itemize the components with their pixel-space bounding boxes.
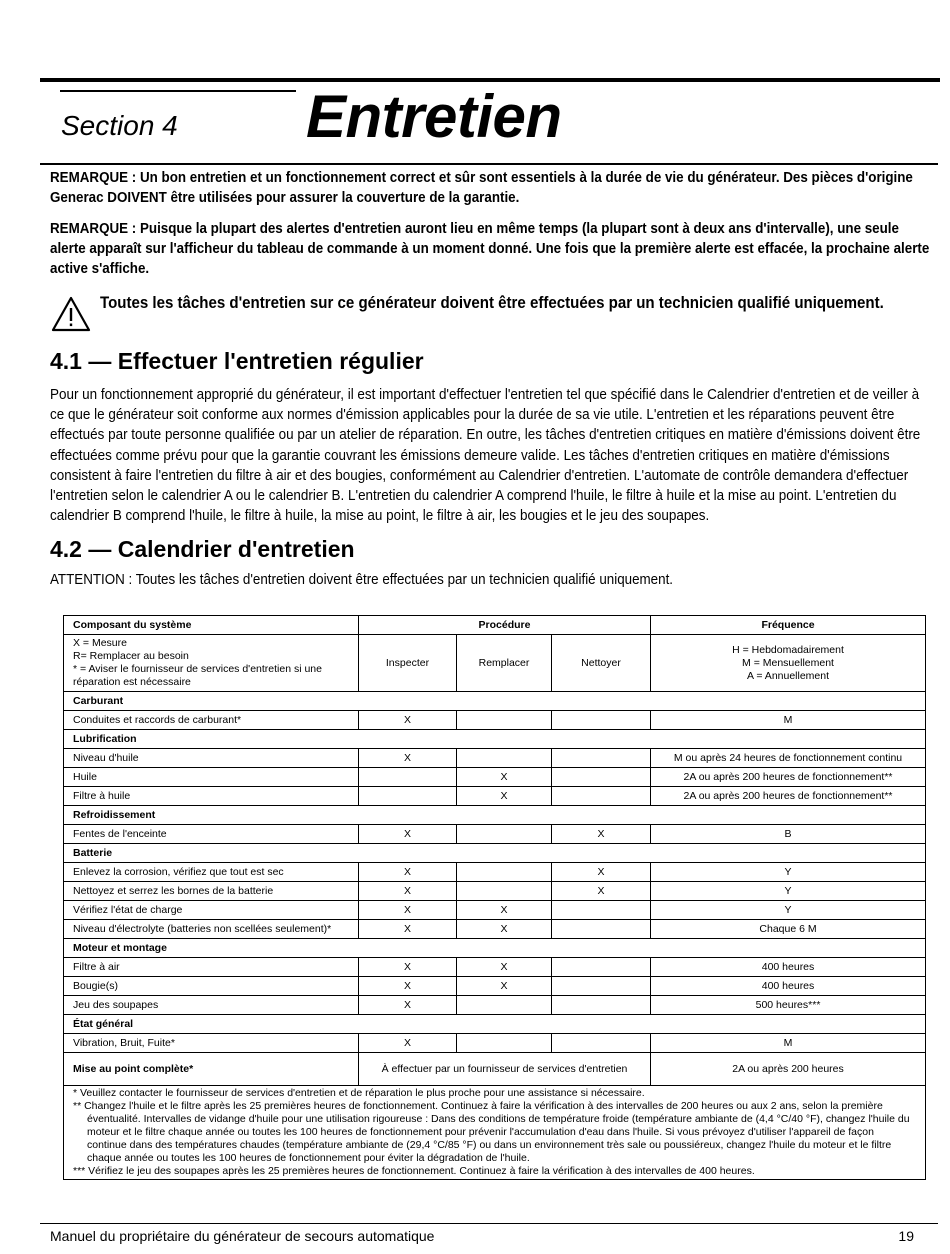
row-inspect: X bbox=[359, 749, 457, 768]
group-label: Refroidissement bbox=[64, 806, 926, 825]
table-group-row bbox=[64, 692, 926, 711]
table-row bbox=[64, 996, 926, 1015]
row-inspect: X bbox=[359, 958, 457, 977]
group-label: Carburant bbox=[64, 692, 926, 711]
row-label: Fentes de l'enceinte bbox=[64, 825, 359, 844]
section-4-1-body: Pour un fonctionnement approprié du générateur, il est important d'effectuer l'entretien tel que spécifié dans le Calendrier d'entretien et de veiller à ce que le générateur soit conforme aux normes d'émission applicables pour la durée de sa vie utile. L'entretien et les réparations peuvent être effectués par toute personne qualifiée ou par un atelier de réparation. En outre, les tâches d'entretien critiques en matière d'émissions doivent être effectuées comme prévu pour que la garantie couvrant les émissions demeure valide. Les tâches d'entretien critiques en matière d'émissions consistent à faire l'entretien du filtre à air et des bougies, conformément au Calendrier d'entretien. L'automate de contrôle demandera d'effectuer l'entretien selon le calendrier A ou le calendrier B. L'entretien du calendrier A comprend l'huile, le filtre à huile et la mise au point. L'entretien du calendrier B comprend l'huile, le filtre à huile, la mise au point, le filtre à air, les bougies et le jeu des soupapes. bbox=[50, 387, 921, 525]
row-replace bbox=[457, 996, 552, 1015]
legend-line: * = Aviser le fournisseur de services d'entretien si une réparation est nécessaire bbox=[73, 663, 322, 688]
footer-manual-title: Manuel du propriétaire du générateur de secours automatique bbox=[50, 1228, 435, 1244]
table-row bbox=[64, 882, 926, 901]
legend-freq-line: M = Mensuellement bbox=[742, 656, 834, 669]
row-replace bbox=[457, 749, 552, 768]
footnotes-row bbox=[64, 1086, 926, 1180]
section-rule bbox=[60, 90, 296, 92]
row-frequency: 400 heures bbox=[651, 977, 926, 996]
row-clean bbox=[552, 711, 651, 730]
row-label: Enlevez la corrosion, vérifiez que tout est sec bbox=[64, 863, 359, 882]
footnote: ** Changez l'huile et le filtre après les 25 premières heures de fonctionnement. Continuez à faire la vérification à des intervalles de 200 heures ou aux 2 ans, selon la première éventualité. Intervalles de vidange d'huile pour une utilisation rigoureuse : Dans des conditions de température froide (température ambiante de (4,4 °C/40 °F), changez l'huile du moteur et le filtre chaque année ou toutes les 100 heures de fonctionnement pour prévenir l'accumulation d'eau dans l'huile. Si vous prévoyez d'utiliser l'appareil de façon continue dans des températures chaudes (température ambiante de (29,4 °C/85 °F) ou dans un environnement très sale ou poussiéreux, changez l'huile du moteur et le filtre chaque année ou toutes les 100 heures de fonctionnement pour éviter la dégradation de l'huile. bbox=[73, 1100, 910, 1164]
table-row bbox=[64, 863, 926, 882]
row-label: Nettoyez et serrez les bornes de la batterie bbox=[64, 882, 359, 901]
row-inspect bbox=[359, 787, 457, 806]
table-group-row bbox=[64, 844, 926, 863]
table-row bbox=[64, 787, 926, 806]
row-clean bbox=[552, 920, 651, 939]
note-warranty: REMARQUE : Un bon entretien et un fonctionnement correct et sûr sont essentiels à la durée de vie du générateur. Des pièces d'origine Generac DOIVENT être utilisées pour assurer la couverture de la garantie. bbox=[50, 170, 913, 206]
table-row bbox=[64, 749, 926, 768]
row-frequency: Y bbox=[651, 901, 926, 920]
group-label: Batterie bbox=[64, 844, 926, 863]
warning-text: Toutes les tâches d'entretien sur ce générateur doivent être effectuées par un technicien qualifié uniquement. bbox=[100, 294, 884, 312]
row-replace: X bbox=[457, 901, 552, 920]
row-label: Vibration, Bruit, Fuite* bbox=[64, 1034, 359, 1053]
footnote: * Veuillez contacter le fournisseur de services d'entretien et de réparation le plus proche pour une assistance si nécessaire. bbox=[73, 1087, 645, 1099]
table-row bbox=[64, 825, 926, 844]
row-frequency: 2A ou après 200 heures de fonctionnement** bbox=[651, 768, 926, 787]
footnote: *** Vérifiez le jeu des soupapes après les 25 premières heures de fonctionnement. Continuez à faire la vérification à des intervalles de 400 heures. bbox=[73, 1165, 755, 1177]
table-row bbox=[64, 920, 926, 939]
row-label: Bougie(s) bbox=[64, 977, 359, 996]
title-underline bbox=[40, 163, 938, 165]
row-frequency: Chaque 6 M bbox=[651, 920, 926, 939]
row-frequency: 2A ou après 200 heures de fonctionnement** bbox=[651, 787, 926, 806]
table-header-row bbox=[64, 616, 926, 635]
table-row bbox=[64, 1053, 926, 1086]
row-replace bbox=[457, 882, 552, 901]
table-row bbox=[64, 977, 926, 996]
page-number: 19 bbox=[898, 1228, 914, 1244]
row-label: Filtre à air bbox=[64, 958, 359, 977]
row-inspect: X bbox=[359, 711, 457, 730]
row-clean bbox=[552, 901, 651, 920]
group-label: Lubrification bbox=[64, 730, 926, 749]
row-label: Jeu des soupapes bbox=[64, 996, 359, 1015]
table-group-row bbox=[64, 730, 926, 749]
row-label: Huile bbox=[64, 768, 359, 787]
row-clean bbox=[552, 768, 651, 787]
row-frequency: 500 heures*** bbox=[651, 996, 926, 1015]
section-label: Section 4 bbox=[61, 110, 178, 141]
table-group-row bbox=[64, 939, 926, 958]
row-clean bbox=[552, 787, 651, 806]
row-replace: X bbox=[457, 768, 552, 787]
maintenance-schedule-table bbox=[63, 615, 926, 1180]
row-replace: X bbox=[457, 958, 552, 977]
legend-left bbox=[64, 635, 359, 692]
table-row bbox=[64, 768, 926, 787]
group-label: Moteur et montage bbox=[64, 939, 926, 958]
row-frequency: M ou après 24 heures de fonctionnement continu bbox=[651, 749, 926, 768]
legend-replace: Remplacer bbox=[457, 635, 552, 692]
row-label: Conduites et raccords de carburant* bbox=[64, 711, 359, 730]
note-alerts: REMARQUE : Puisque la plupart des alertes d'entretien auront lieu en même temps (la plupart sont à deux ans d'intervalle), une seule alerte apparaît sur l'afficheur du tableau de commande à un moment donné. Une fois que la première alerte est effacée, la prochaine alerte active s'affiche. bbox=[50, 221, 930, 277]
page-title: Entretien bbox=[306, 83, 562, 150]
row-replace bbox=[457, 711, 552, 730]
row-label: Vérifiez l'état de charge bbox=[64, 901, 359, 920]
row-clean: X bbox=[552, 863, 651, 882]
row-replace bbox=[457, 863, 552, 882]
table-row bbox=[64, 711, 926, 730]
row-clean: X bbox=[552, 882, 651, 901]
row-replace bbox=[457, 1034, 552, 1053]
row-clean bbox=[552, 958, 651, 977]
row-label: Niveau d'huile bbox=[64, 749, 359, 768]
row-clean bbox=[552, 749, 651, 768]
table-row bbox=[64, 1034, 926, 1053]
header-procedure: Procédure bbox=[359, 616, 651, 635]
header-component: Composant du système bbox=[64, 616, 359, 635]
row-inspect: X bbox=[359, 1034, 457, 1053]
row-label: Niveau d'électrolyte (batteries non scellées seulement)* bbox=[64, 920, 359, 939]
table-footnotes bbox=[64, 1086, 926, 1180]
row-replace: X bbox=[457, 977, 552, 996]
row-clean bbox=[552, 996, 651, 1015]
legend-inspect: Inspecter bbox=[359, 635, 457, 692]
row-inspect: X bbox=[359, 977, 457, 996]
row-frequency: M bbox=[651, 1034, 926, 1053]
row-clean bbox=[552, 977, 651, 996]
table-row bbox=[64, 901, 926, 920]
legend-clean: Nettoyer bbox=[552, 635, 651, 692]
row-frequency: 400 heures bbox=[651, 958, 926, 977]
row-inspect: X bbox=[359, 882, 457, 901]
row-label: Mise au point complète* bbox=[64, 1053, 359, 1086]
row-clean bbox=[552, 1034, 651, 1053]
attention-text: ATTENTION : Toutes les tâches d'entretien doivent être effectuées par un technicien qualifié uniquement. bbox=[50, 572, 674, 588]
row-frequency: 2A ou après 200 heures bbox=[651, 1053, 926, 1086]
row-replace: X bbox=[457, 787, 552, 806]
section-heading-4-2: 4.2 — Calendrier d'entretien bbox=[50, 536, 355, 562]
section-heading-4-1: 4.1 — Effectuer l'entretien régulier bbox=[50, 348, 424, 374]
legend-frequency bbox=[651, 635, 926, 692]
header-frequency: Fréquence bbox=[651, 616, 926, 635]
warning-triangle-icon bbox=[50, 295, 92, 333]
row-frequency: B bbox=[651, 825, 926, 844]
row-inspect: X bbox=[359, 996, 457, 1015]
group-label: État général bbox=[64, 1015, 926, 1034]
row-replace: X bbox=[457, 920, 552, 939]
legend-freq-line: H = Hebdomadairement bbox=[732, 643, 844, 656]
row-procedure: À effectuer par un fournisseur de services d'entretien bbox=[359, 1053, 651, 1086]
table-row bbox=[64, 958, 926, 977]
row-inspect bbox=[359, 768, 457, 787]
row-inspect: X bbox=[359, 920, 457, 939]
row-frequency: M bbox=[651, 711, 926, 730]
row-label: Filtre à huile bbox=[64, 787, 359, 806]
row-inspect: X bbox=[359, 863, 457, 882]
table-group-row bbox=[64, 1015, 926, 1034]
row-clean: X bbox=[552, 825, 651, 844]
row-replace bbox=[457, 825, 552, 844]
legend-line: X = Mesure bbox=[73, 637, 127, 649]
legend-line: R= Remplacer au besoin bbox=[73, 650, 189, 662]
footer-rule bbox=[40, 1223, 938, 1224]
row-frequency: Y bbox=[651, 863, 926, 882]
table-group-row bbox=[64, 806, 926, 825]
table-legend-row bbox=[64, 635, 926, 692]
legend-freq-line: A = Annuellement bbox=[747, 669, 830, 682]
row-inspect: X bbox=[359, 825, 457, 844]
row-frequency: Y bbox=[651, 882, 926, 901]
row-inspect: X bbox=[359, 901, 457, 920]
